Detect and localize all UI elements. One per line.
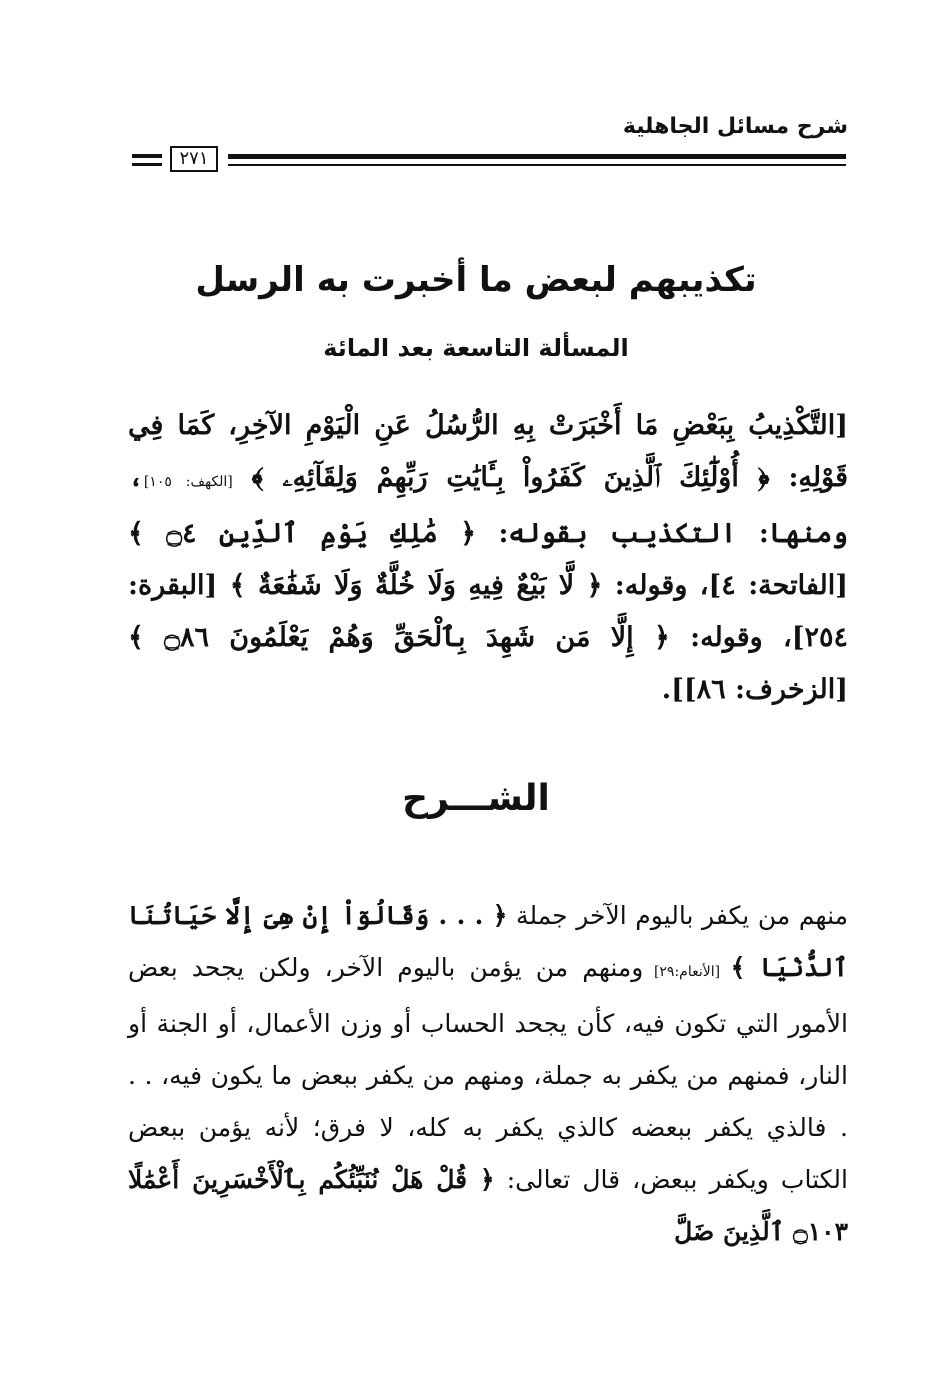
sharh-text <box>128 890 848 1258</box>
sharh-heading: الشـــرح <box>402 778 550 819</box>
chapter-subtitle: المسألة التاسعة بعد المائة <box>323 334 629 362</box>
sharh-text-part2: ومنهم من يؤمن باليوم الآخر، ولكن يجحد بعض الأمور التي تكون فيه، كأن يجحد الحساب أو وزن الأعمال، أو الجنة أو النار، فمنهم من يكفر به جملة، ومنهم من يكفر ببعض ما يكون فيه، . . . فالذي يكفر ببعضه كالذي يكفر به كله، لا فرق؛ لأنه يؤمن ببعض الكتاب ويكفر ببعض، قال تعالى: <box>128 953 848 1194</box>
sharh-verse1: ﴿ . . . وَقَالُوٓاْ إِنْ هِىَ إِلَّا حَيَاتُنَا ٱلدُّنْيَا ﴾ <box>128 901 848 982</box>
header-rule-right-segment <box>228 154 846 166</box>
running-title: شرح مسائل الجاهلية <box>622 114 848 139</box>
matn-reference: [الكهف: ١٠٥] <box>143 474 233 490</box>
matn-text <box>128 400 848 716</box>
matn-text-part1: [التَّكْذِيبُ بِبَعْضِ مَا أَخْبَرَتْ بِهِ الرُّسُلُ عَنِ الْيَوْمِ الآخِرِ، كَمَا فِي قَوْلِهِ: ﴿ أُوْلَٰٓئِكَ ٱلَّذِينَ كَفَرُواْ بِـَٔايَٰتِ رَبِّهِمْ وَلِقَآئِهِۦ ﴾ <box>128 410 848 493</box>
chapter-title: تكذيبهم لبعض ما أخبرت به الرسل <box>195 260 757 300</box>
header-rule-left-segment <box>132 154 162 166</box>
header-rule <box>132 146 846 176</box>
sharh-verse2: ﴿ قُلْ هَلْ نُنَبِّئُكُم بِٱلْأَخْسَرِينَ أَعْمَٰلًا ۝١٠٣ ٱلَّذِينَ ضَلَّ <box>128 1165 848 1246</box>
sharh-text-part1: منهم من يكفر باليوم الآخر جملة <box>507 901 849 930</box>
page-number: ٢٧١ <box>170 146 218 172</box>
matn-text-part2: ، ومنها: التكذيب بقوله: ﴿ مَٰلِكِ يَوْمِ ٱلدِّينِ ۝٤ ﴾ [الفاتحة: ٤]، وقوله: ﴿ لَّا بَيْعٌ فِيهِ وَلَا خُلَّةٌ وَلَا شَفَٰعَةٌ ﴾ [البقرة: ٢٥٤]، وقوله: ﴿ إِلَّا مَن شَهِدَ بِٱلْحَقِّ وَهُمْ يَعْلَمُونَ ۝٨٦ ﴾ [الزخرف: ٨٦]]. <box>128 462 848 705</box>
sharh-reference: [الأنعام:٢٩] <box>643 964 731 980</box>
